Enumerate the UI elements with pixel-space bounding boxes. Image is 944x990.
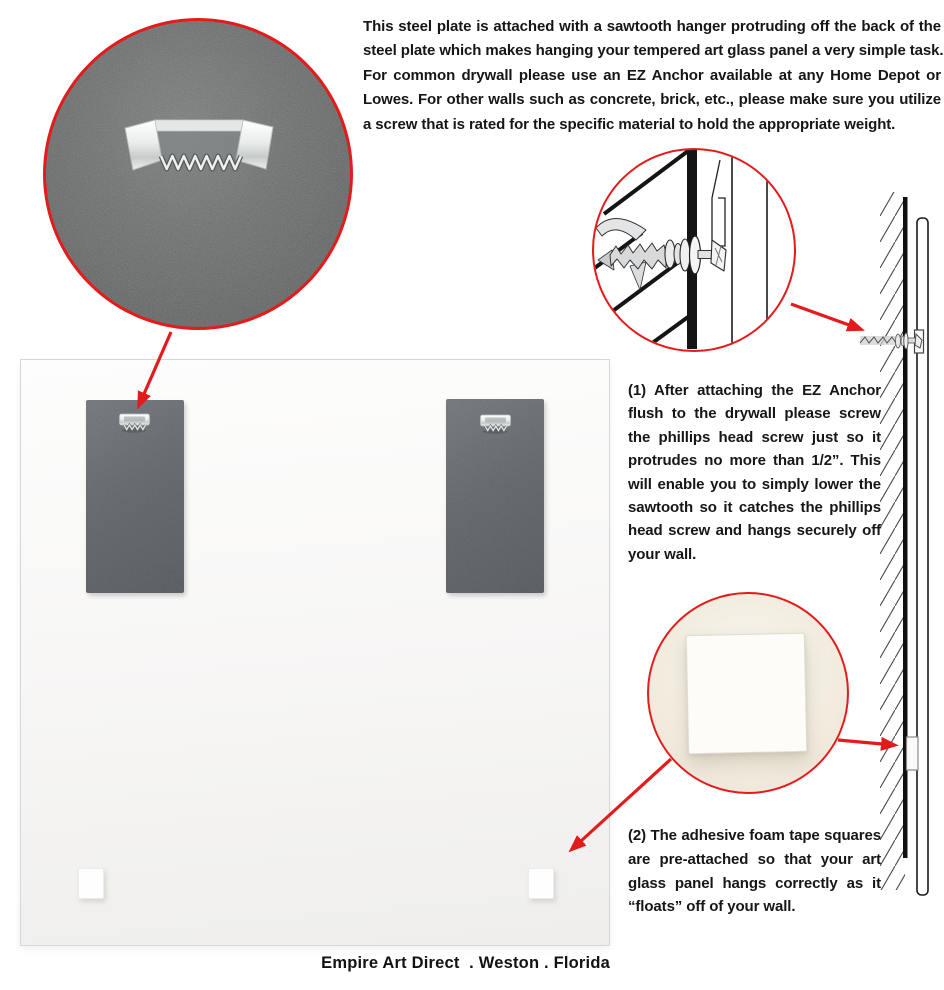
anchor-diagram-art <box>594 150 793 349</box>
steel-plate-left <box>86 400 184 593</box>
foam-tape-square-closeup <box>686 633 807 754</box>
step1-line: your wall. <box>628 545 697 563</box>
intro-line: For common drywall please use an EZ Anchor available at any Home Depot or <box>363 66 941 84</box>
step1-line: sawtooth so it catches the phillips <box>628 499 881 517</box>
step1-line: will enable you to simply lower the <box>628 475 881 493</box>
arrow-to-wall-anchor <box>791 304 849 325</box>
foam-square-left <box>78 868 104 899</box>
sawtooth-hanger-closeup <box>125 120 273 170</box>
sawtooth-hanger-left <box>118 412 152 434</box>
steel-plate-right <box>446 399 544 593</box>
intro-line: This steel plate is attached with a sawtooth hanger protruding off the back of the <box>363 18 941 35</box>
anchor-closeup-circle <box>592 148 796 352</box>
step1-paragraph <box>628 379 881 566</box>
ez-anchor-drawing <box>596 218 726 290</box>
sawtooth-hanger-right <box>479 413 513 435</box>
step1-line: (1) After attaching the EZ Anchor <box>628 382 881 399</box>
step2-line: glass panel hangs correctly as it <box>628 874 881 892</box>
foam-square-right <box>528 868 554 899</box>
step1-line: the phillips head screw just so it <box>628 428 881 446</box>
intro-line: a screw that is rated for the specific material to hold the appropriate weight. <box>363 115 896 133</box>
hung-panel-side <box>917 218 928 895</box>
panel-side-lines <box>732 150 767 349</box>
foam-closeup-circle <box>647 592 849 794</box>
foam-tape-side <box>907 737 919 770</box>
step1-line: head screw and hangs securely off <box>628 522 881 540</box>
step2-paragraph <box>628 824 881 919</box>
step1-line: protrudes no more than 1/2”. This <box>628 452 881 470</box>
sawtooth-closeup-circle <box>43 18 353 330</box>
intro-paragraph <box>363 15 944 137</box>
intro-line: Lowes. For other walls such as concrete, brick, etc., please make sure you utilize <box>363 91 941 109</box>
footer-brand-text: Empire Art Direct . Weston . Florida <box>321 954 610 972</box>
intro-line: steel plate which makes hanging your tempered art glass panel a very simple task. <box>363 42 944 60</box>
sawtooth-bracket-outline <box>712 160 725 246</box>
step1-line: flush to the drywall please screw <box>628 405 881 423</box>
glass-panel-back <box>20 359 610 946</box>
step2-line: (2) The adhesive foam tape squares <box>628 827 881 844</box>
step2-line: are pre-attached so that your art <box>628 850 881 868</box>
wall-hatching <box>880 192 905 890</box>
step2-line: “floats” off of your wall. <box>628 898 796 916</box>
sawtooth-closeup-art <box>46 21 350 327</box>
